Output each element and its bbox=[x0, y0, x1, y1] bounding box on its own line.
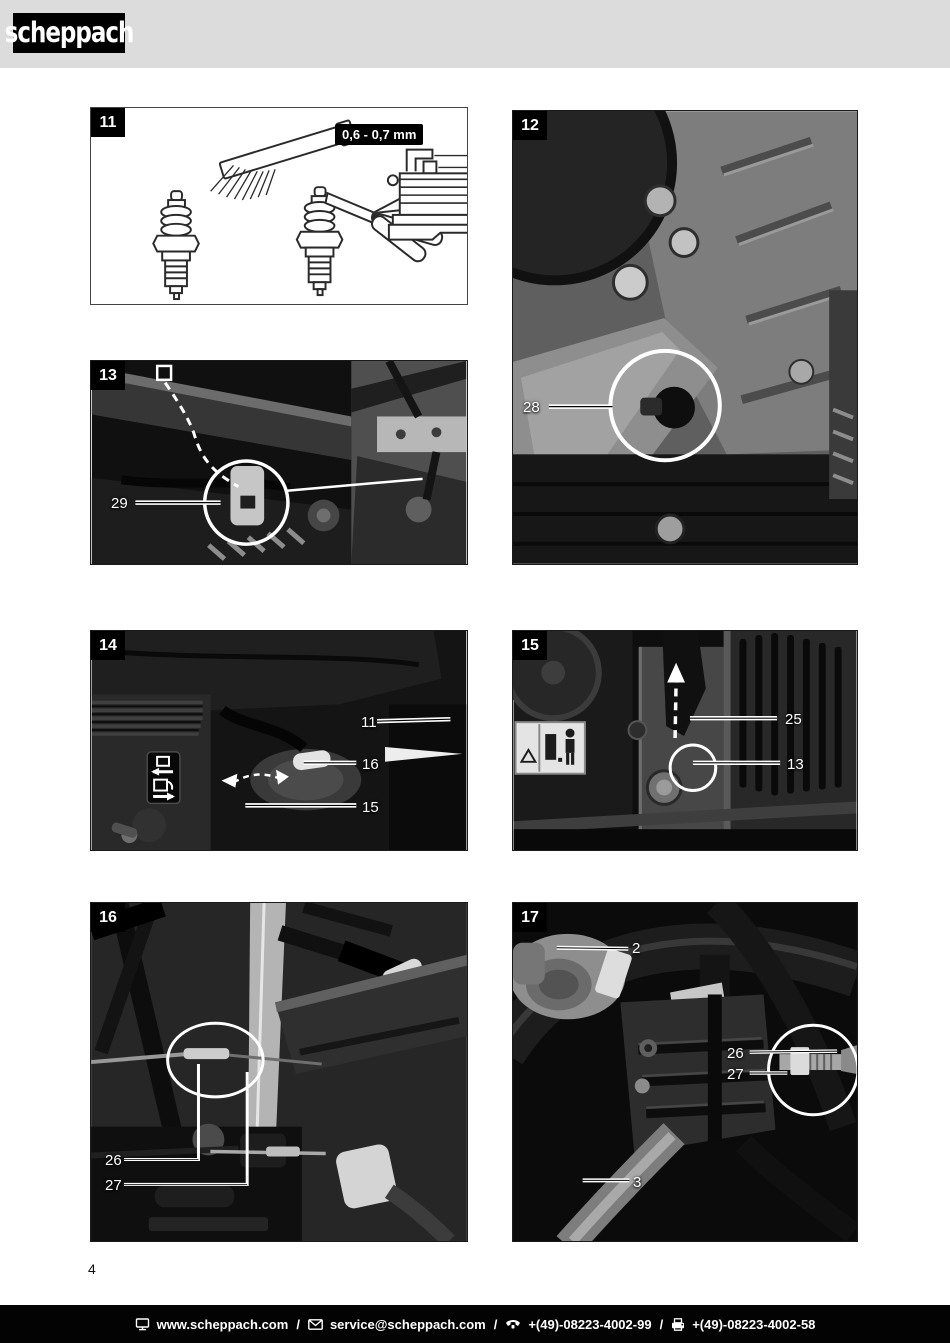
figure-14-annotations bbox=[91, 631, 467, 850]
highlight-circle bbox=[610, 351, 719, 460]
brand-name: scheppach bbox=[4, 16, 134, 50]
footer-separator: / bbox=[659, 1316, 664, 1332]
mail-icon bbox=[308, 1319, 323, 1330]
header-band bbox=[0, 0, 950, 68]
leader-line-26 bbox=[750, 1051, 837, 1052]
page-number: 4 bbox=[88, 1261, 96, 1277]
figure-12-panel bbox=[512, 110, 858, 565]
rotation-arc bbox=[233, 775, 280, 783]
position-marker-square bbox=[157, 366, 171, 380]
gap-measurement-label: 0,6 - 0,7 mm bbox=[335, 124, 423, 145]
callout-27: 27 bbox=[727, 1066, 744, 1083]
figure-15-annotations bbox=[513, 631, 857, 850]
fax-icon bbox=[671, 1318, 685, 1331]
figure-11-panel bbox=[90, 107, 468, 305]
figure-16-number: 16 bbox=[91, 903, 125, 932]
callout-28: 28 bbox=[523, 399, 540, 416]
leader-line-26 bbox=[124, 1064, 199, 1159]
dashed-pointer-path bbox=[165, 383, 238, 487]
figure-13-number: 13 bbox=[91, 361, 125, 390]
leader-line-2 bbox=[557, 948, 629, 949]
footer-bar bbox=[0, 1305, 950, 1343]
arc-arrow-left bbox=[222, 774, 238, 788]
pull-direction-dashed-arrow bbox=[675, 683, 676, 738]
figure-15-number: 15 bbox=[513, 631, 547, 660]
figure-12-number: 12 bbox=[513, 111, 547, 140]
arc-arrow-right bbox=[276, 770, 289, 785]
scheppach-logo bbox=[4, 13, 134, 53]
callout-13: 13 bbox=[787, 756, 804, 773]
callout-29: 29 bbox=[111, 495, 128, 512]
figure-11-number: 11 bbox=[91, 108, 125, 137]
highlight-circle bbox=[670, 745, 716, 791]
footer-fax: +(49)-08223-4002-58 bbox=[692, 1316, 816, 1332]
figure-16-annotations bbox=[91, 903, 467, 1241]
footer-phone: +(49)-08223-4002-99 bbox=[528, 1316, 652, 1332]
highlight-ellipse bbox=[168, 1023, 263, 1097]
footer-website: www.scheppach.com bbox=[156, 1316, 289, 1332]
callout-26: 26 bbox=[105, 1152, 122, 1169]
callout-2: 2 bbox=[632, 940, 641, 957]
web-icon bbox=[135, 1318, 150, 1331]
callout-11: 11 bbox=[361, 714, 377, 731]
cross-reference-line bbox=[287, 479, 423, 491]
figure-17-panel bbox=[512, 902, 858, 1242]
callout-16: 16 bbox=[362, 756, 379, 773]
footer-email: service@scheppach.com bbox=[329, 1316, 486, 1332]
figure-14-number: 14 bbox=[91, 631, 125, 660]
figure-17-annotations bbox=[513, 903, 857, 1241]
figure-16-panel bbox=[90, 902, 468, 1242]
footer-separator: / bbox=[296, 1316, 300, 1332]
callout-26: 26 bbox=[727, 1045, 744, 1062]
phone-icon bbox=[505, 1318, 521, 1330]
callout-15: 15 bbox=[362, 799, 379, 816]
figure-12-annotations bbox=[513, 111, 857, 564]
callout-27: 27 bbox=[105, 1177, 122, 1194]
figure-15-panel bbox=[512, 630, 858, 851]
leader-line-11 bbox=[377, 719, 450, 721]
callout-25: 25 bbox=[785, 711, 802, 728]
figure-13-annotations bbox=[91, 361, 467, 564]
arrow-head-up bbox=[667, 663, 685, 683]
callout-3: 3 bbox=[633, 1174, 642, 1191]
footer-separator: / bbox=[493, 1316, 498, 1332]
highlight-circle bbox=[769, 1025, 857, 1114]
figure-14-panel bbox=[90, 630, 468, 851]
figure-13-panel bbox=[90, 360, 468, 565]
figure-17-number: 17 bbox=[513, 903, 547, 932]
